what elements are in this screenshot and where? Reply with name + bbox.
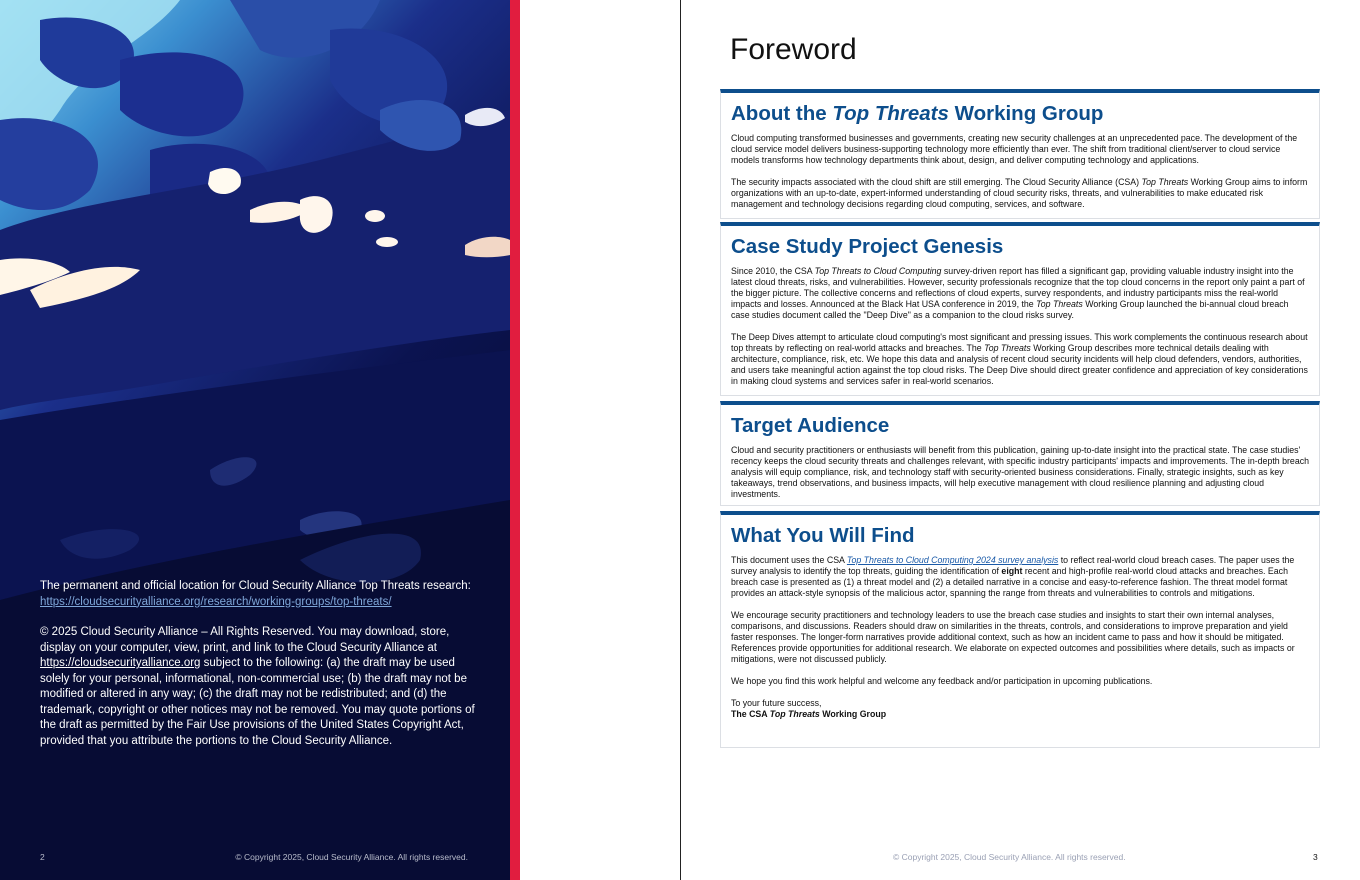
section-find-p3: We hope you find this work helpful and welcome any feedback and/or participation in upcoming publications. <box>731 676 1153 686</box>
right-page-number: 3 <box>1313 852 1318 862</box>
right-footer-copyright: © Copyright 2025, Cloud Security Alliance. All rights reserved. <box>893 852 1126 862</box>
section-about-p1: Cloud computing transformed businesses and governments, creating new security challenges at an unprecedented pace. The development of the cloud service model delivers business-supporting technology more efficiently than ever. The shift from traditional client/server to cloud service models transforms how technology departments think about, design, and deliver computing technology and applications. <box>731 133 1298 165</box>
signature: The CSA Top Threats Working Group <box>731 709 887 719</box>
section-genesis-p2: The Deep Dives attempt to articulate cloud computing's most significant and pressing issues. This work complements the continuous research about top threats by reflecting on real-world attacks and breaches. The Top Threats Working Group describes more technical details dealing with architecture, compliance, risk, etc. We hope this data and analysis of recent cloud security incidents will help cloud defenders, vendors, authorities, and users take meaningful action against the top cloud risks. The Deep Dive should direct greater confidence and appreciation of key considerations in making cloud systems and services safer in real-world scenarios. <box>731 332 1308 386</box>
location-intro: The permanent and official location for Cloud Security Alliance Top Threats research: <box>40 580 471 592</box>
section-audience <box>720 401 1320 506</box>
section-about-p2: The security impacts associated with the cloud shift are still emerging. The Cloud Security Alliance (CSA) Top Threats Working Group aims to inform organizations with an up-to-date, expert-informed understanding of cloud security risks, threats, and vulnerabilities to make educated risk management and technology decisions regarding cloud computing, services, and software. <box>731 177 1308 209</box>
right-page <box>681 0 1360 880</box>
section-about <box>720 89 1320 219</box>
csa-website-link[interactable]: https://cloudsecurityalliance.org <box>40 657 201 669</box>
left-footer-copyright: © Copyright 2025, Cloud Security Alliance. All rights reserved. <box>235 852 468 862</box>
copyright-paragraph <box>40 625 480 749</box>
section-find-heading: What You Will Find <box>731 524 915 547</box>
research-link[interactable]: https://cloudsecurityalliance.org/research/working-groups/top-threats/ <box>40 595 392 608</box>
section-find-p2: We encourage security practitioners and technology leaders to use the breach case studies and insights to start their own internal analyses, comparisons, and discussions. Readers should draw on similarities in the threats, controls, and considerations to improve preparation and yield faster responses. The longer-form narratives provide additional context, such as how an incident came to pass and how it should be mitigated. References provide opportunities for additional research. We elaborate on expected outcomes and possibilities where details, such as impacts or mitigations, were not discussed publicly. <box>731 610 1295 664</box>
copyright-text-after: subject to the following: (a) the draft may be used solely for your personal, informational, non-commercial use; (b) the draft may not be modified or altered in any way; (c) the draft may not be redistributed; and (d) the trademark, copyright or other notices may not be removed. You may quote portions of the draft as permitted by the Fair Use provisions of the United States Copyright Act, provided that you attribute the portions to the Cloud Security Alliance. <box>40 657 475 747</box>
location-paragraph <box>40 579 480 610</box>
accent-strip <box>510 0 520 880</box>
left-page-number: 2 <box>40 852 45 862</box>
section-genesis-heading: Case Study Project Genesis <box>731 235 1004 258</box>
section-audience-p1: Cloud and security practitioners or enthusiasts will benefit from this publication, gaining up-to-date insight into the practical state. The case studies' recency keeps the cloud security threats and challenges relevant, with specific industry participants' impacts and improvements. The in-depth breach analysis will equip compliance, risk, and technology staff with security-oriented business considerations. Finally, strategic insights, such as key takeaways, trend observations, and business impacts, will help executive management with cloud resilience planning and adjusting cloud investments. <box>731 445 1310 499</box>
section-find-closing: To your future success, The CSA Top Threats Working Group <box>731 698 887 719</box>
section-find-p1: This document uses the CSA Top Threats to Cloud Computing 2024 survey analysis to reflect real-world cloud breach cases. The paper uses the survey analysis to identify the top threats, guiding the identification of eight recent and high-profile real-world cloud attacks and breaches. Each breach case is presented as (1) a threat model and (2) a detailed narrative in a concise and easy-to-reference fashion. The threat model format provides an attack-style synopsis of the malicious actor, spanning the range from threats and vulnerabilities to controls and mitigations. <box>731 555 1295 598</box>
survey-analysis-link[interactable]: Top Threats to Cloud Computing 2024 survey analysis <box>846 555 1059 565</box>
page-title: Foreword <box>730 33 857 66</box>
section-genesis-p1: Since 2010, the CSA Top Threats to Cloud Computing survey-driven report has filled a significant gap, providing valuable industry insight into the latest cloud threats, risks, and vulnerabilities. However, security professionals recognize that the top cloud concerns in the report only paint a part of the bigger picture. The collective concerns and reflections of cloud experts, survey respondents, and industry participants miss the real-world impacts and losses. Announced at the Black Hat USA conference in 2019, the Top Threats Working Group launched the bi-annual cloud breach case studies document called the "Deep Dive" as a companion to the cloud risks survey. <box>731 266 1305 320</box>
rights-notice <box>40 579 480 749</box>
section-find <box>720 511 1320 748</box>
section-about-heading: About the Top Threats Working Group <box>731 102 1104 125</box>
left-page-footer <box>40 852 468 862</box>
copyright-text-before: © 2025 Cloud Security Alliance – All Rights Reserved. You may download, store, display on your computer, view, print, and link to the Cloud Security Alliance at <box>40 626 450 654</box>
section-audience-heading: Target Audience <box>731 414 890 437</box>
section-genesis <box>720 222 1320 396</box>
left-page <box>0 0 520 880</box>
